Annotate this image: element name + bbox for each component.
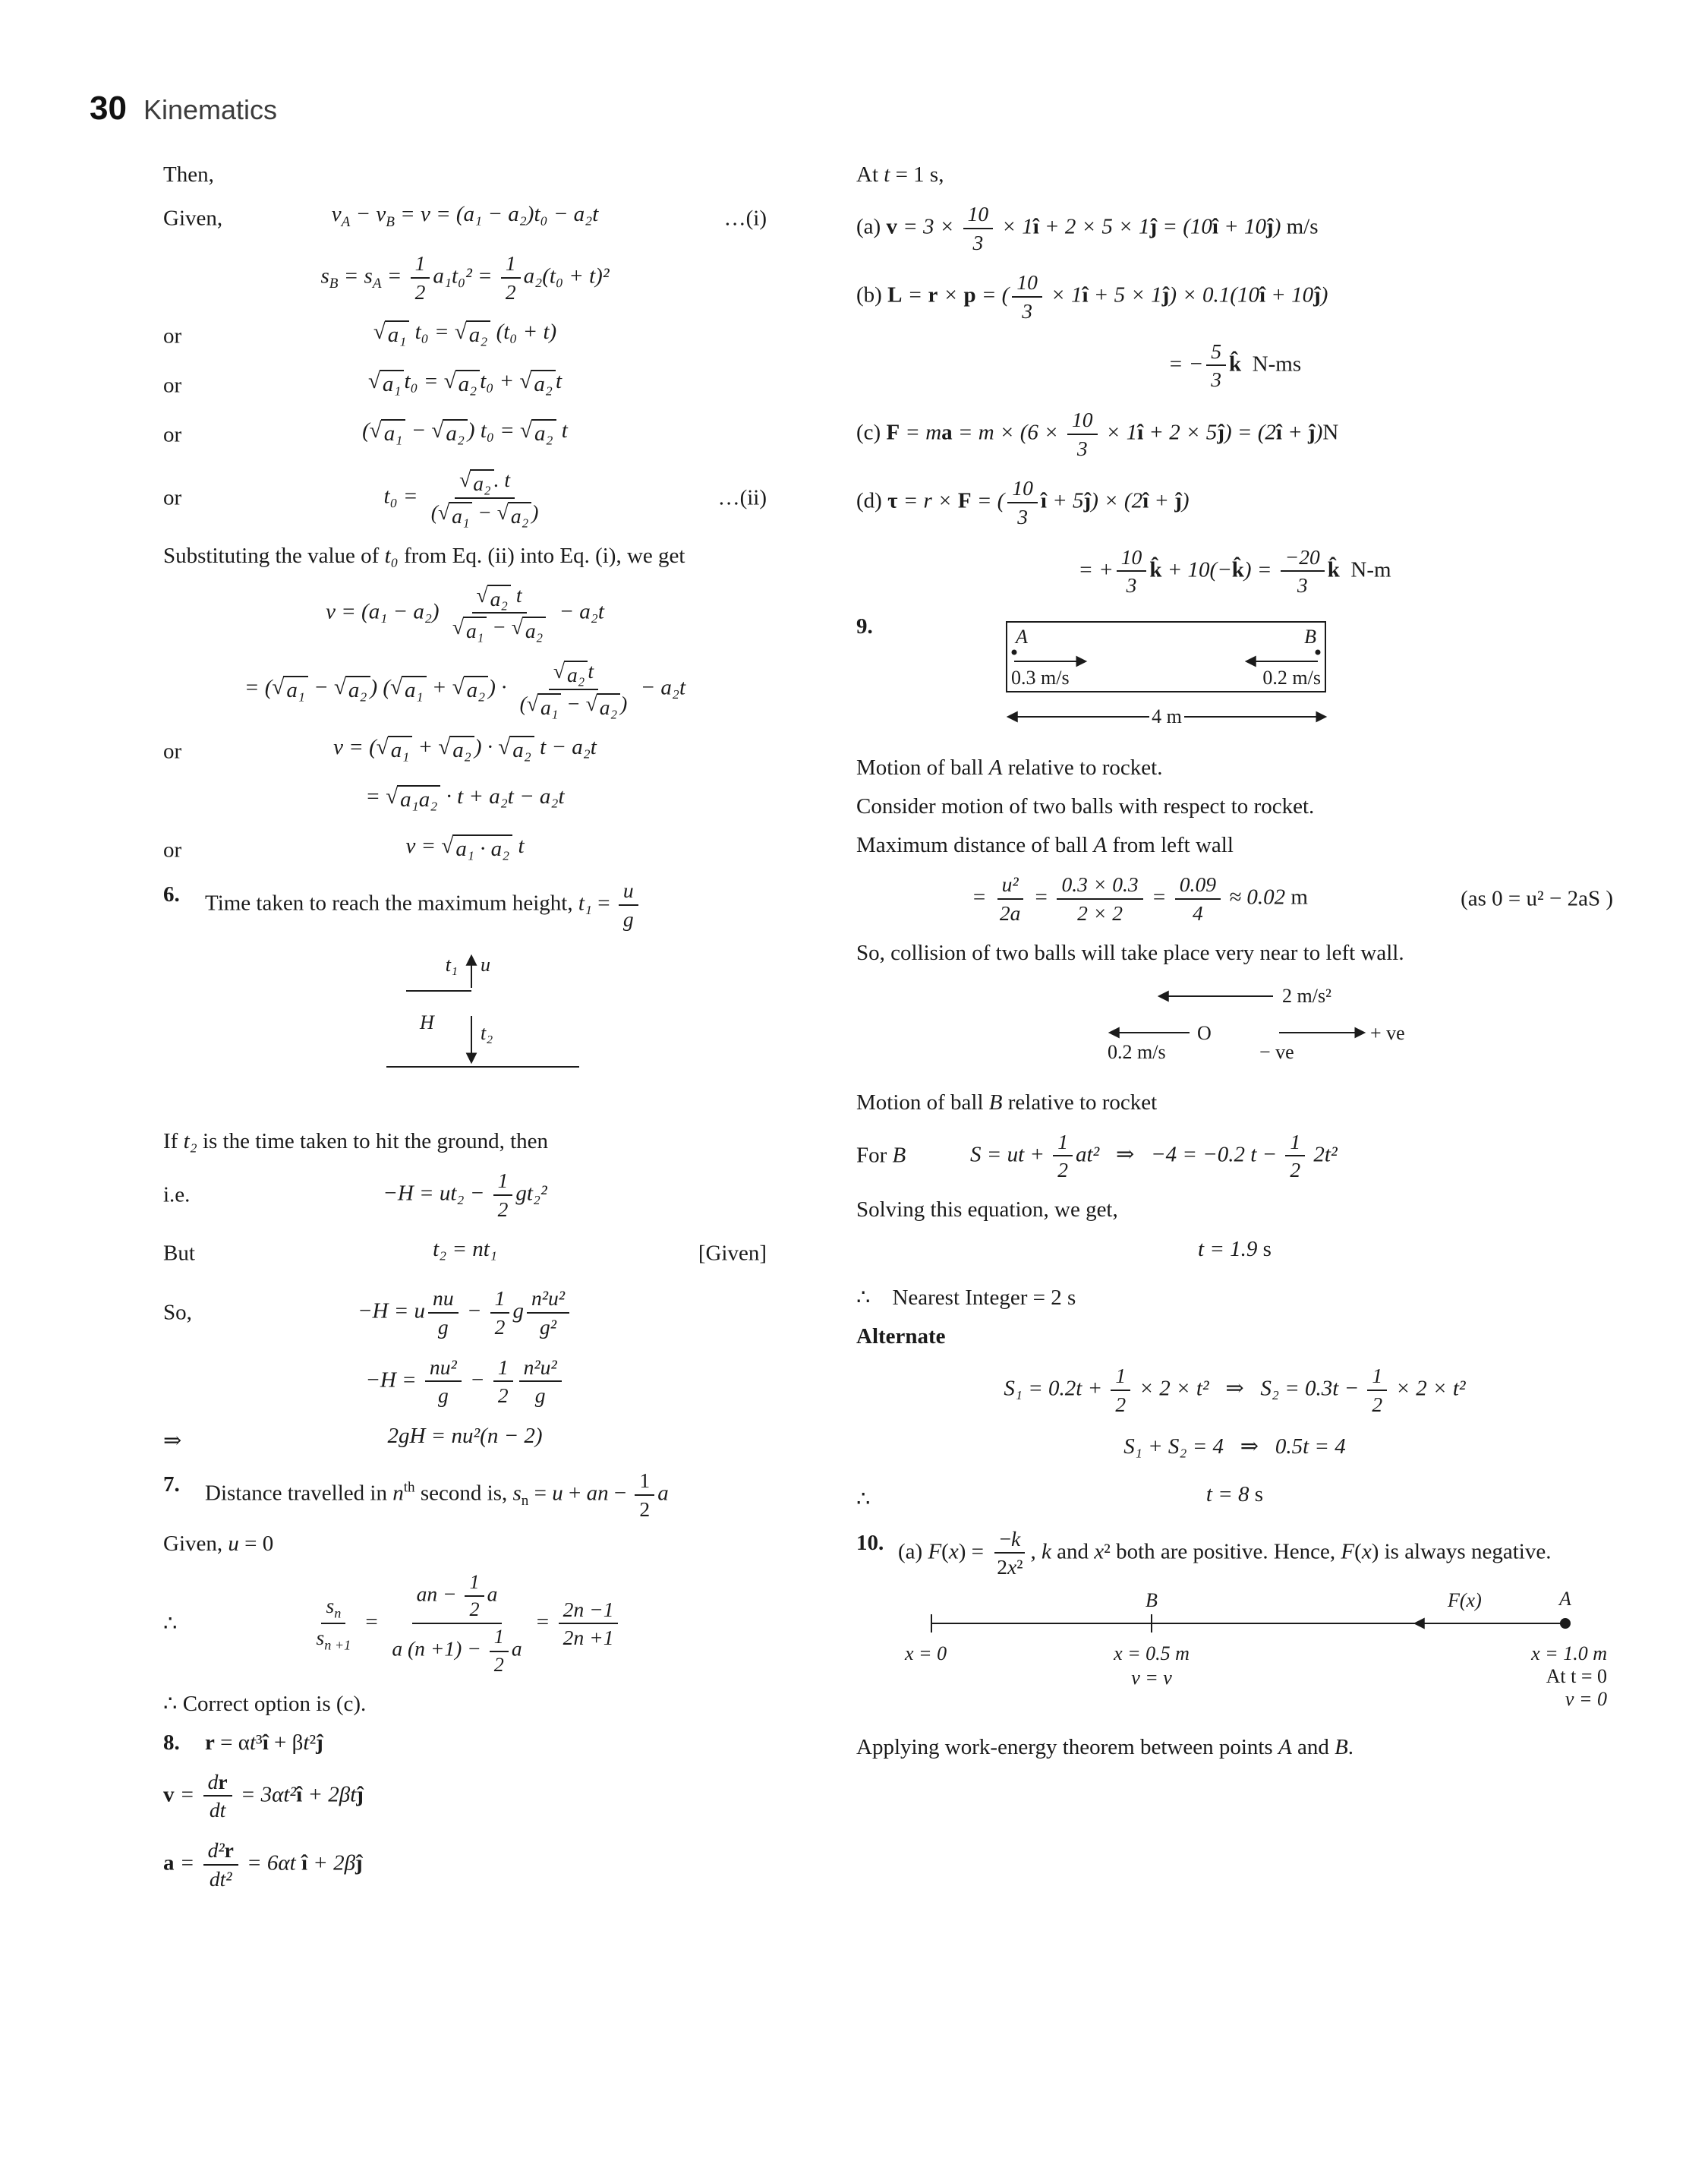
item-number: 7.: [163, 1472, 180, 1497]
paragraph: Alternate: [856, 1324, 946, 1349]
equation-line: ∴ t = 8 s: [856, 1481, 1264, 1512]
fig10-Fx-label: F(x): [1447, 1591, 1482, 1611]
equation-number: …(ii): [717, 485, 767, 510]
equation-line: = $\frac{\text{u²}}{2a}$ = $\frac{0.3 \times 0.3}{2 \times 2}$ = $\frac{0.09}{4}$ ≈ 0.02 m (as 0 = u² − 2aS ): [972, 872, 1613, 925]
fig6-u-label: u: [480, 953, 490, 976]
equation-line: (b) L = r × p = ( $\frac{10}{3}$ × 1î + 5 × 1ĵ) × 0.1(10î + 10ĵ): [856, 270, 1328, 323]
equation-line: v = $\frac{dr}{dt}$ = 3αt²î + 2βtĵ: [163, 1769, 364, 1822]
equation-line: −H = $\frac{\text{nu²}}{g}$ − $\frac{1}{2}$ $\frac{\text{n²u²}}{g}$: [163, 1351, 767, 1412]
paragraph: Applying work-energy theorem between points A and B.: [856, 1734, 1354, 1759]
equation-line: So, −H = u $\frac{nu}{g}$ − $\frac{1}{2}$ g $\frac{\text{n²u²}}{\text{g²}}$: [163, 1282, 767, 1343]
paragraph: Then,: [163, 162, 214, 187]
equation-number: …(i): [723, 206, 767, 231]
paragraph: Solving this equation, we get,: [856, 1197, 1118, 1222]
item-number: 10.: [856, 1530, 884, 1555]
equation-line: S₁ + S₂ = 4 ⇒ 0.5t = 4: [1123, 1434, 1346, 1459]
fig10-B-label: B: [1145, 1591, 1158, 1611]
equation-line: But t₂ = nt₁ [Given]: [163, 1237, 767, 1266]
paragraph: Substituting the value of t₀ from Eq. (ii) into Eq. (i), we get: [163, 543, 685, 568]
paragraph: Motion of ball B relative to rocket: [856, 1090, 1158, 1115]
item-number: 6.: [163, 882, 180, 907]
equation-line: i.e. −H = ut₂ − $\frac{1}{2}$ gt₂²: [163, 1168, 547, 1221]
figure-block: [856, 981, 1613, 1074]
equation-line: ⇒ 2gH = nu²(n − 2): [163, 1423, 543, 1453]
equation-line: v = (a₁ − a₂) √ a₂ t √ a₁ − √ a₂ − a₂t: [326, 582, 604, 643]
equation-line: t = 1.9 s: [1198, 1237, 1272, 1262]
paragraph: 6. Time taken to reach the maximum height, t₁ = $\frac{u}{g}$: [163, 879, 767, 931]
paragraph: Consider motion of two balls with respect to rocket.: [856, 794, 1315, 819]
equation-line: or √ a₁ t₀ = √ a₂ t₀ + √ a₂ t: [163, 369, 563, 398]
figmid-origin-label: O: [1196, 1021, 1212, 1044]
fig6-H-label: H: [419, 1011, 434, 1033]
item-number: 8.: [163, 1730, 180, 1755]
point-a-dot: [1560, 1618, 1571, 1629]
ball-b-dot: [1316, 650, 1321, 655]
fig6-t2-label: t₂: [480, 1021, 493, 1044]
chapter-title: Kinematics: [143, 94, 278, 125]
page-header: [90, 90, 277, 128]
paragraph: Maximum distance of ball A from left wall: [856, 833, 1234, 858]
equation-line: = + $\frac{10}{3}$ k̂ + 10(−k̂) = $\frac{-20}{3}$ k̂ N-m: [1078, 544, 1391, 598]
fig10-x05-label: x = 0.5 m: [1113, 1642, 1190, 1664]
figmid-acc-label: 2 m/s²: [1281, 984, 1331, 1007]
left-column: [121, 152, 767, 1902]
figmid-pve-label: + ve: [1369, 1021, 1405, 1044]
paragraph: Motion of ball A relative to rocket.: [856, 756, 1163, 781]
figure-force-position-diagram: [859, 1592, 1611, 1713]
fig9-va-label: 0.3 m/s: [1011, 667, 1070, 689]
fig6-t1-label: t₁: [445, 953, 458, 976]
equation-line: S₁ = 0.2t + $\frac{1}{2}$ × 2 × t² ⇒ S₂ = 0.3t − $\frac{1}{2}$ × 2 × t²: [1004, 1364, 1466, 1416]
equation-line: or √ a₁ t₀ = √ a₂ (t₀ + t): [163, 320, 557, 349]
fig10-v0-label: v = 0: [1565, 1687, 1607, 1710]
figure-rocket-box-diagram: [1001, 614, 1365, 740]
fig9-B-label: B: [1304, 626, 1316, 648]
figure-block: [856, 614, 1613, 740]
equation-line: Given, $v_A - v_B = v = (a_1 - a_2)t_0 - a_2t$ …(i): [163, 202, 767, 231]
equation-line: or v = ( √ a₁ + √ a₂ ) · √ a₂ t − a₂t: [163, 735, 597, 764]
equation-line: or t₀ = √ a₂ . t ( √ a₁ − √ a₂ ) …(ii): [163, 468, 767, 528]
equation-number: [Given]: [698, 1241, 767, 1266]
paragraph: 7. Distance travelled in $n^{th}$ second is, $s_n = u$ + an − $\frac{1}{2}$ a: [163, 1468, 669, 1521]
figmid-nve-label: − ve: [1259, 1040, 1294, 1063]
paragraph: 10. (a) F(x) = $\frac{-k}{\text{2x²}}$ , k and x² both are positive. Hence, F(x) is always negative.: [856, 1526, 1552, 1579]
figure-block: [163, 944, 767, 1113]
fig9-width-label: 4 m: [1152, 705, 1182, 728]
fig10-A-label: A: [1558, 1591, 1571, 1610]
figure-block: [856, 1592, 1613, 1719]
equation-line: a = $\frac{\text{d²r}}{\text{dt²}}$ = 6αt î + 2βĵ: [163, 1838, 363, 1891]
paragraph: If t₂ is the time taken to hit the ground, then: [163, 1128, 549, 1153]
paragraph: So, collision of two balls will take place very near to left wall.: [856, 940, 1404, 965]
equation-line: = ( √ a₁ − √ a₂ ) ( √ a₁ + √ a₂ ) · √ a₂ t ( √ a₁ − √ a₂ ) − a₂t: [244, 659, 686, 719]
item-number: 9.: [856, 614, 873, 639]
fig10-att-label: At t = 0: [1546, 1664, 1607, 1687]
equation-line: or v = √ a₁ · a₂ t: [163, 834, 525, 863]
fig10-x0-label: x = 0: [904, 1642, 947, 1664]
equation-line: ∴ $\frac{s_n}{s_{n +1}}$ = an − $\frac{1}{2}$ a a (n +1) − $\frac{1}{2}$ a = $\frac{2n -1}{2n +1}$: [163, 1566, 767, 1680]
equation-line: For B S = ut + $\frac{1}{2}$ at² ⇒ −4 = −0.2 t − $\frac{1}{2}$ 2t²: [856, 1129, 1338, 1182]
equation-line: (d) τ = r × F = ( $\frac{10}{3}$ î + 5ĵ) × (2î + ĵ): [856, 476, 1190, 529]
equation-line: = √ a₁a₂ · t + a₂t − a₂t: [365, 784, 565, 812]
fig9-vb-label: 0.2 m/s: [1262, 667, 1321, 689]
ball-a-dot: [1012, 650, 1017, 655]
paragraph: 8. r = αt³î + βt²ĵ: [163, 1727, 767, 1759]
paragraph: ∴ Nearest Integer = 2 s: [856, 1286, 1076, 1311]
equation-number: (as 0 = u² − 2aS ): [1461, 886, 1613, 911]
paragraph: ∴ Correct option is (c).: [163, 1691, 367, 1716]
fig9-A-label: A: [1016, 626, 1028, 648]
fig10-v-label: v = v: [1130, 1666, 1172, 1689]
right-column: [815, 152, 1613, 1770]
paragraph: At t = 1 s,: [856, 162, 944, 187]
equation-line: or ( √ a₁ − √ a₂ ) t₀ = √ a₂ t: [163, 418, 568, 447]
figure-max-height-diagram: [336, 944, 594, 1107]
equation-line: $s_B = s_A$ = $\frac{1}{2}$ a₁t₀² = $\frac{1}{2}$ a₂(t₀ + t)²: [320, 251, 610, 304]
figure-acceleration-axis-diagram: [1038, 981, 1432, 1068]
page-number: 30: [90, 90, 127, 127]
equation-line: = − $\frac{5}{3}$ k̂ N-ms: [1168, 339, 1302, 392]
equation-line: (a) v = 3 × $\frac{10}{3}$ × 1î + 2 × 5 × 1ĵ = (10î + 10ĵ) m/s: [856, 202, 1319, 254]
paragraph: Given, u = 0: [163, 1532, 274, 1557]
figmid-v-label: 0.2 m/s: [1107, 1040, 1166, 1063]
fig10-x1-label: x = 1.0 m: [1530, 1642, 1607, 1664]
equation-line: (c) F = ma = m × (6 × $\frac{10}{3}$ × 1î + 2 × 5ĵ) = (2î + ĵ)N: [856, 408, 1339, 460]
